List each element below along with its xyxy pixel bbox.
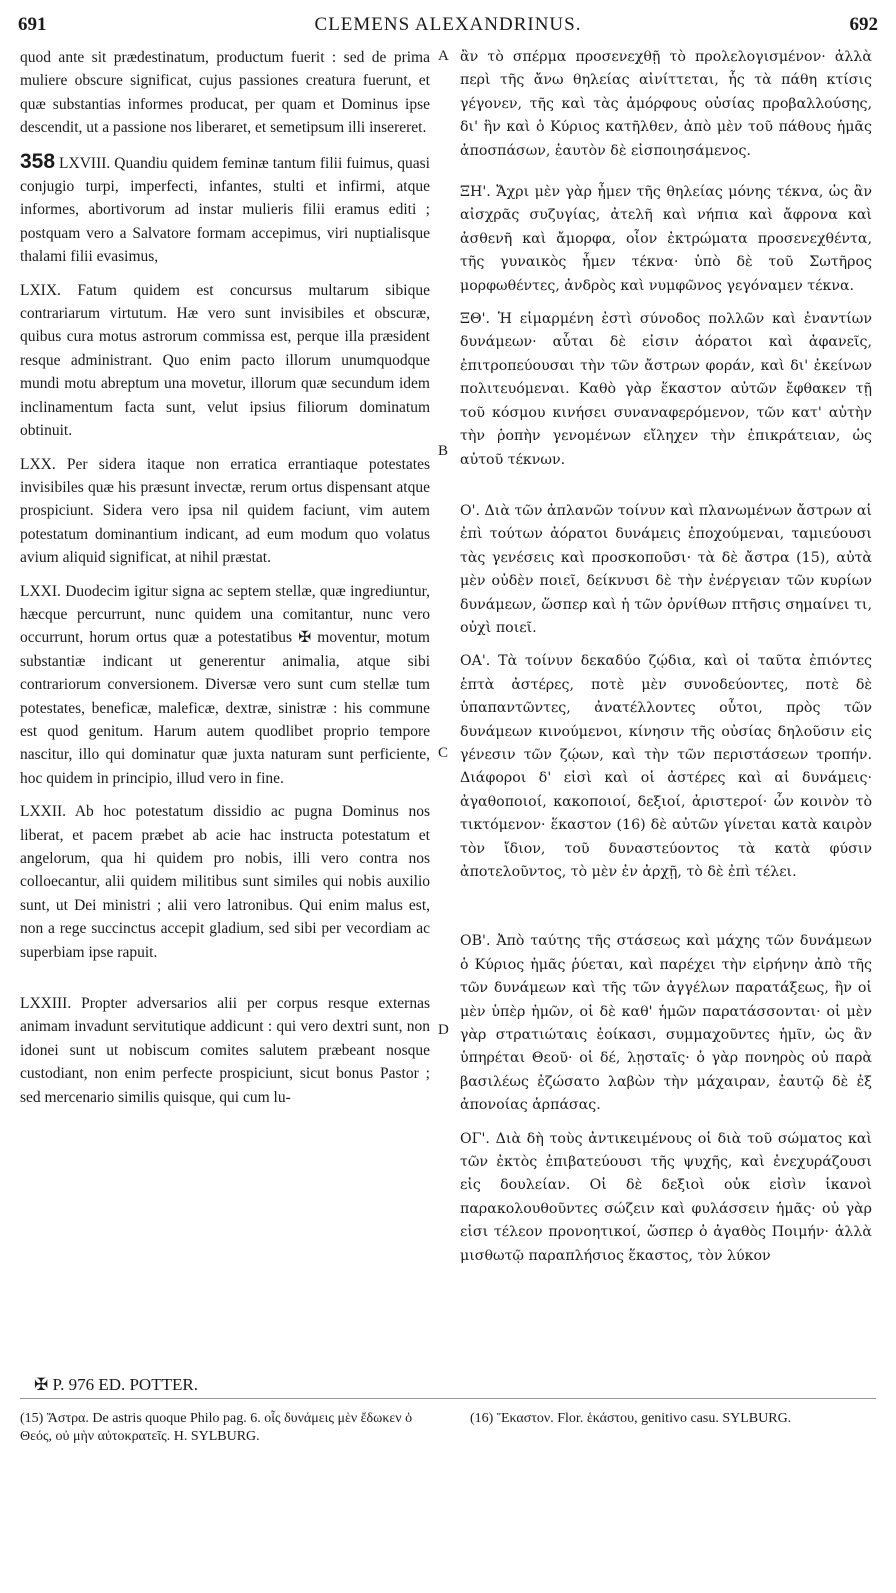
latin-paragraph: LXXII. Ab hoc potestatum dissidio ac pugna Dominus nos liberat, et pacem præbet ab acie hac instructa potestatum et angelorum, qua hi quidem pro nobis, illi vero contra nos colloecantur, alii quidem militibus sunt similes qui nobis auxilio sunt, ut Dei ministri ; alii vero latronibus. Qui enim malus est, non a rege succinctus accepit gladium, sed sibi per vecordiam ac superbiam ipse rapuit. (20, 803, 430, 961)
page-header (18, 14, 878, 42)
latin-paragraph: LXX. Per sidera itaque non erratica errantiaque potestates invisibiles quæ his præsunt invectæ, rerum ortus dispensant atque prospiciunt. Sidera vero ipsa nil quidem faciunt, vim autem potestatum dominantium indicant, ad eum modum quo volatus avium aliquid significat, at nihil præstat. (20, 455, 430, 567)
latin-column (20, 46, 430, 1119)
greek-paragraph: ΞΗ'. Ἄχρι μὲν γὰρ ἦμεν τῆς θηλείας μόνης τέκνα, ὡς ἂν αἰσχρᾶς συζυγίας, ἀτελῆ καὶ νήπια καὶ ἄφρονα καὶ ἀσθενῆ καὶ ἄμορφα, οἷον ἐκτρώματα προσενεχθέντα, τῆς γυναικὸς ἦμεν τέκνα· ὑπὸ δὲ τοῦ Σωτῆρος μορφωθέντες, ἀνδρὸς καὶ νυμφῶνος γεγόναμεν τέκνα. (460, 184, 872, 294)
margin-letter: C (438, 745, 449, 761)
margin-letter: A (438, 48, 449, 64)
margin-letter: D (438, 1022, 449, 1038)
page-number-right: 692 (849, 14, 878, 35)
latin-paragraph: quod ante sit prædestinatum, productum fuerit : sed de prima muliere obscure significat, cujus passiones creatura fuerunt, et quæ substantias informes producat, per quam et Dominus ipse descendit, ut a passione nos liberaret, et semetipsum illi insereret. (20, 49, 430, 137)
footnote-right: (16) Ἕκαστον. Flor. ἑκάστου, genitivo casu. SYLBURG. (470, 1411, 792, 1426)
greek-paragraph: ΟΑ'. Τὰ τοίνυν δεκαδύο ζῴδια, καὶ οἱ ταῦτα ἐπιόντες ἑπτὰ ἀστέρες, ποτὲ μὲν συνοδεύοντες, ποτὲ δὲ ὑπαπαντῶντες, ἀνατέλλοντες οὗτοι, πρὸς τῶν δυνάμεων κινούμενοι, κίνησιν τῆς οὐσίας δηλοῦσιν εἰς γένεσιν τῶν ζῴων, καὶ τὴν τῶν περιστάσεων τροπήν. Διάφοροι δ' εἰσὶ καὶ οἱ ἀστέρες καὶ αἱ δυνάμεις· ἀγαθοποιοί, κακοποιοί, δεξιοί, ἀριστεροί· ὧν κοινὸν τὸ τικτόμενον· ἕκαστον (16) δὲ αὐτῶν γίνεται κατὰ καιρὸν τὸν ἴδιον, τοῦ δυναστεύοντος τὰ κατὰ φύσιν ἀποτελοῦντος, τὸ μὲν ἐν ἀρχῇ, τὸ δὲ ἐπὶ τέλει. (460, 653, 872, 880)
running-title: CLEMENS ALEXANDRINUS. (314, 14, 582, 35)
greek-paragraph: ΟΒ'. Ἀπὸ ταύτης τῆς στάσεως καὶ μάχης τῶν δυνάμεων ὁ Κύριος ἡμᾶς ῥύεται, καὶ παρέχει τὴν εἰρήνην ἀπὸ τῆς τῶν δυνάμεων καὶ τῆς τῶν ἀγγέλων παρατάξεως, ἣν οἱ μὲν ὑπὲρ ἡμῶν, οἱ δὲ καθ' ἡμῶν παρατάσσονται· οἱ μὲν γὰρ στρατιώταις ἐοίκασι, συμμαχοῦντες ἡμῖν, ὡς ἂν ὑπηρέται Θεοῦ· οἱ δέ, λῃσταῖς· ὁ γὰρ πονηρὸς οὐ παρὰ βασιλέως ἐζώσατο λαβὼν τὴν μάχαιραν, ἑαυτῷ δὲ ἐξ ἀπονοίας ἁρπάσας. (460, 933, 872, 1114)
margin-letter: B (438, 443, 449, 459)
latin-paragraph: LXXIII. Propter adversarios alii per corpus resque externas animam invadunt servitutique addicunt : qui vero dextri sunt, non idonei sunt ut nobiscum comites salutem præbeant nosque custodiant, non enim perfecte prospiciunt, sicut bonus Pastor ; sed mercenario similis quisque, qui cum lu- (20, 995, 430, 1106)
edition-reference: ✠ P. 976 ED. POTTER. (34, 1375, 198, 1394)
latin-paragraph-text: LXVIII. Quandiu quidem feminæ tantum filii fuimus, quasi conjugio turpi, imperfecti, infantes, stulti et infirmi, atque informes, abortivorum ad instar mulieris filii eramus editi ; postquam vero a Salvatore formam accepimus, viri nuptialisque thalami filii evasimus, (20, 154, 430, 266)
greek-paragraph: ἂν τὸ σπέρμα προσενεχθῇ τὸ προλελογισμένον· ἀλλὰ περὶ τῆς ἄνω θηλείας αἰνίττεται, ἧς τὰ πάθη κτίσις γέγονεν, τῆς καὶ τὰς ἀμόρφους οὐσίας προβαλλούσης, δι' ἣν καὶ ὁ Κύριος κατῆλθεν, ἀπὸ μὲν τοῦ πάθους ἡμᾶς ἀποσπάσων, ἑαυτὸν δὲ εἰσποιησάμενος. (460, 49, 872, 159)
greek-paragraph: ΞΘ'. Ἡ εἱμαρμένη ἐστὶ σύνοδος πολλῶν καὶ ἐναντίων δυνάμεων· αὗται δὲ εἰσιν ἀόρατοι καὶ ἀφανεῖς, ἐπιτροπεύουσαι τὴν τῶν ἄστρων φοράν, καὶ δι' ἐκείνων πολιτευόμεναι. Καθὸ γὰρ ἕκαστον αὐτῶν ἔφθακεν τῇ τοῦ κόσμου κινήσει συναναφερόμενον, τῶν κατ' αὐτὴν τὴν ῥοπὴν γενομένων εἴληχεν τὴν ἐπικράτειαν, ὡς αὐτοῦ τέκνων. (460, 311, 872, 468)
latin-paragraph (20, 150, 430, 269)
footnote-left: (15) Ἄστρα. De astris quoque Philo pag. 6. οἷς δυνάμεις μὲν ἔδωκεν ὁ Θεός, οὐ μὴν αὐτοκρατεῖς. H. SYLBURG. (20, 1411, 413, 1444)
footnote-divider (20, 1398, 876, 1399)
greek-column (460, 46, 872, 1278)
greek-paragraph: ΟΓ'. Διὰ δὴ τοὺς ἀντικειμένους οἱ διὰ τοῦ σώματος καὶ τῶν ἐκτὸς ἐπιβατεύουσι τῆς ψυχῆς, καὶ ἐνεχυράζουσι εἰς δουλείαν. Οἱ δὲ δεξιοὶ οὐκ εἰσὶν ἱκανοὶ παρακολουθοῦντες σώζειν καὶ φυλάσσειν ἡμᾶς· οὐ γὰρ εἰσι τέλεον προνοητικοί, ὥσπερ ὁ ἀγαθὸς Ποιμήν· ἀλλὰ μισθωτῷ παραπλήσιος ἕκαστος, τὸν λύκον (460, 1130, 872, 1264)
greek-paragraph: Ο'. Διὰ τῶν ἀπλανῶν τοίνυν καὶ πλανωμένων ἄστρων αἱ ἐπὶ τούτων ἀόρατοι δυνάμεις ἐποχούμεναι, ταμιεύουσι τὰς γενέσεις καὶ προσκοποῦσι· τὰ δὲ ἄστρα (15), αὐτὰ μὲν οὐδὲν ποιεῖ, δείκνυσι δὲ τὴν ἐνέργειαν τῶν κυρίων δυνάμεων, ὥσπερ καὶ ἡ τῶν ὀρνίθων πτῆσις σημαίνει τι, οὐχὶ ποιεῖ. (460, 502, 872, 636)
latin-paragraph: LXXI. Duodecim igitur signa ac septem stellæ, quæ ingrediuntur, hæcque percurrunt, nunc quidem una comitantur, nunc vero occurrunt, horum ortus quæ a potestatibus ✠ moventur, motum substantiæ indicant ut generentur animalia, atque sibi contrariorum conversionem. Diversæ vero sunt cum stellæ tum potestates, beneficæ, maleficæ, dextræ, sinistræ : his commune est quod genitum. Harum autem quodlibet proprio tempore nascitur, illo qui dominatur quæ juxta naturam sunt perficiente, hoc quidem in principio, illud vero in fine. (20, 582, 430, 787)
page-number-left: 691 (18, 14, 47, 35)
section-number: 358 (20, 149, 56, 173)
latin-paragraph: LXIX. Fatum quidem est concursus multarum sibique contrariarum virtutum. Hæ vero sunt invisibiles et obscuræ, quibus cura motus astrorum commissa est, perque illa præsident resque administrant. Quo enim pacto illorum unumquodque mundi motu abreptum una movetur, illorum quæ secundum idem inclinamentum facta sunt, velut ipsius filiorum dominatum obtinuit. (20, 281, 430, 440)
